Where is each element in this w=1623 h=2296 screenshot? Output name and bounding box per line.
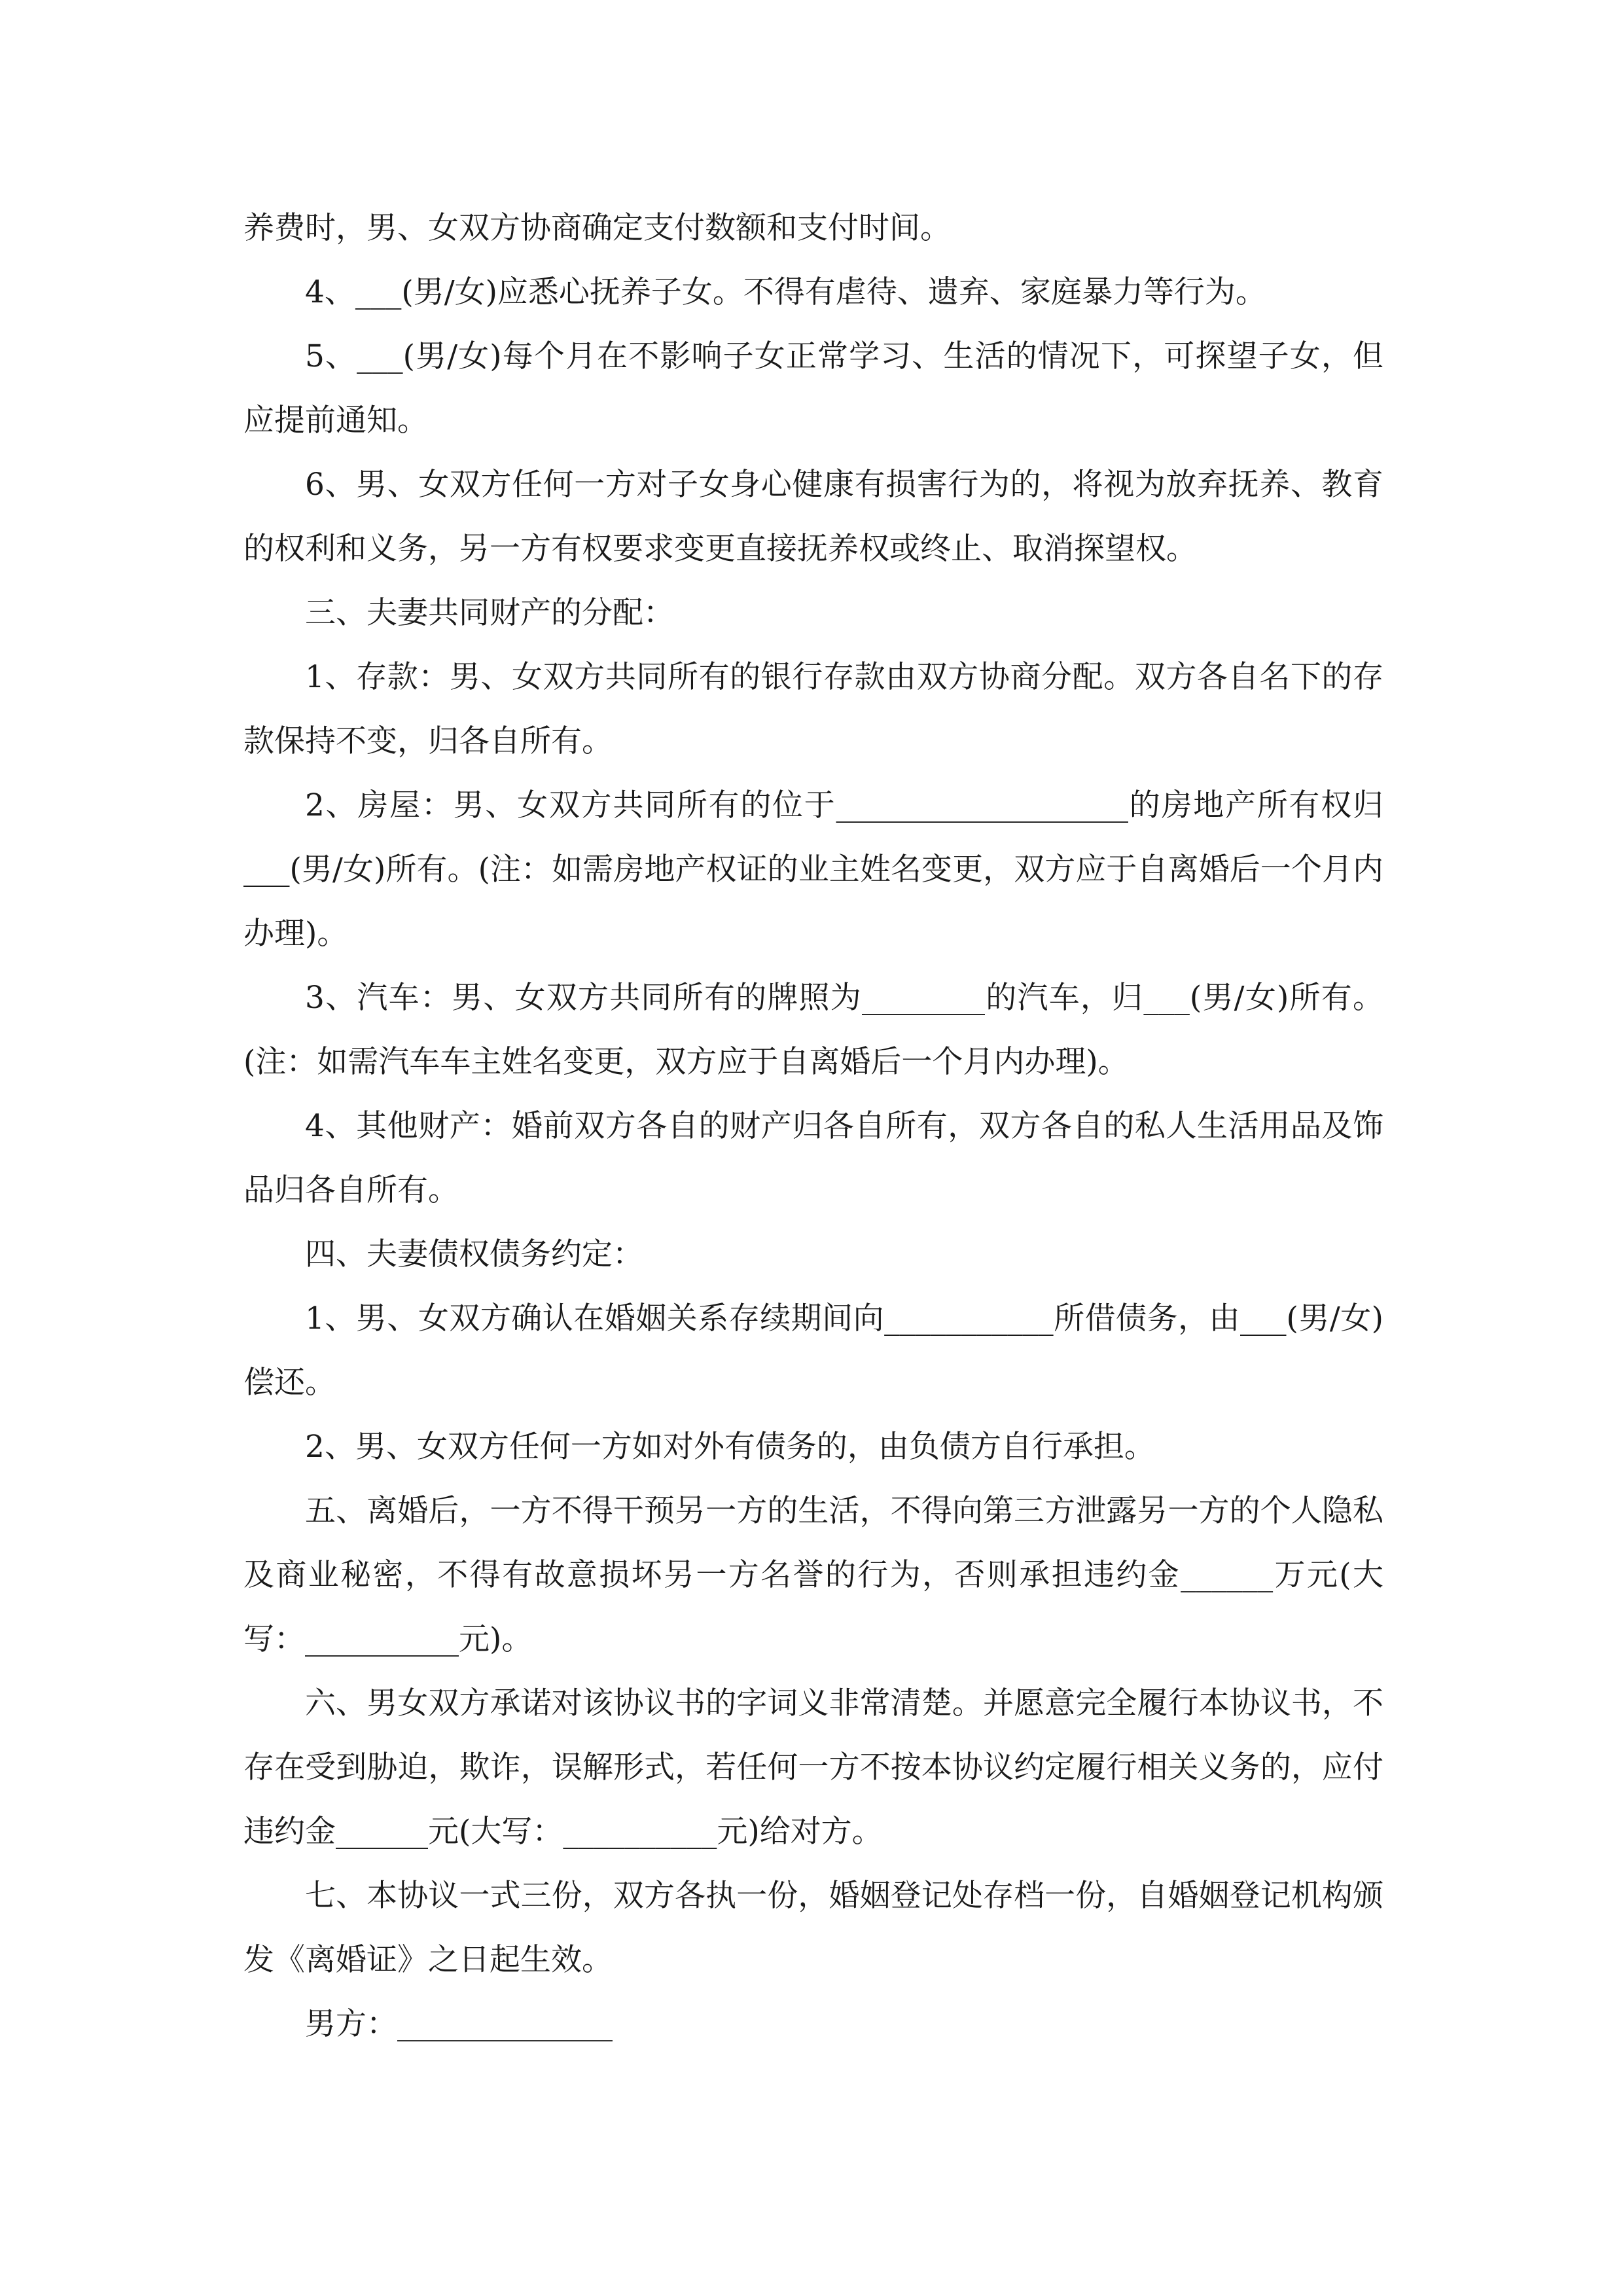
section-privacy: 五、离婚后，一方不得干预另一方的生活，不得向第三方泄露另一方的个人隐私及商业秘密，不得有故意损坏另一方名誉的行为，否则承担违约金______万元(大写：__________元)。	[243, 1493, 1383, 1657]
paragraph-item-5: 5、___(男/女)每个月在不影响子女正常学习、生活的情况下，可探望子女，但应提前通知。	[243, 338, 1383, 439]
paragraph-other-property: 4、其他财产：婚前双方各自的财产归各自所有，双方各自的私人生活用品及饰品归各自所有。	[243, 1108, 1383, 1208]
paragraph-deposits: 1、存款：男、女双方共同所有的银行存款由双方协商分配。双方各自名下的存款保持不变，归各自所有。	[243, 659, 1383, 759]
paragraph-debt-2: 2、男、女双方任何一方如对外有债务的，由负债方自行承担。	[305, 1429, 1155, 1465]
section-commitment: 六、男女双方承诺对该协议书的字词义非常清楚。并愿意完全履行本协议书，不存在受到胁迫，欺诈，误解形式，若任何一方不按本协议约定履行相关义务的，应付违约金______元(大写：__________元)给对方。	[243, 1685, 1383, 1850]
paragraph-house: 2、房屋：男、女双方共同所有的位于___________________的房地产所有权归___(男/女)所有。(注：如需房地产权证的业主姓名变更，双方应于自离婚后一个月内办理)。	[243, 787, 1383, 952]
signature-male-line: 男方：______________	[305, 2006, 613, 2042]
section-heading-debts: 四、夫妻债权债务约定：	[305, 1236, 643, 1272]
paragraph-item-4: 4、___(男/女)应悉心抚养子女。不得有虐待、遗弃、家庭暴力等行为。	[305, 274, 1266, 310]
paragraph-continuation: 养费时，男、女双方协商确定支付数额和支付时间。	[243, 210, 951, 246]
paragraph-item-6: 6、男、女双方任何一方对子女身心健康有损害行为的，将视为放弃抚养、教育的权利和义务，另一方有权要求变更直接抚养权或终止、取消探望权。	[243, 467, 1383, 567]
section-heading-property: 三、夫妻共同财产的分配：	[305, 595, 674, 631]
section-copies: 七、本协议一式三份，双方各执一份，婚姻登记处存档一份，自婚姻登记机构颁发《离婚证》之日起生效。	[243, 1878, 1383, 1978]
paragraph-debt-1: 1、男、女双方确认在婚姻关系存续期间向___________所借债务，由___(男/女)偿还。	[243, 1300, 1383, 1401]
paragraph-car: 3、汽车：男、女双方共同所有的牌照为________的汽车，归___(男/女)所有。(注：如需汽车车主姓名变更，双方应于自离婚后一个月内办理)。	[243, 980, 1383, 1080]
document-body	[243, 196, 1383, 2056]
